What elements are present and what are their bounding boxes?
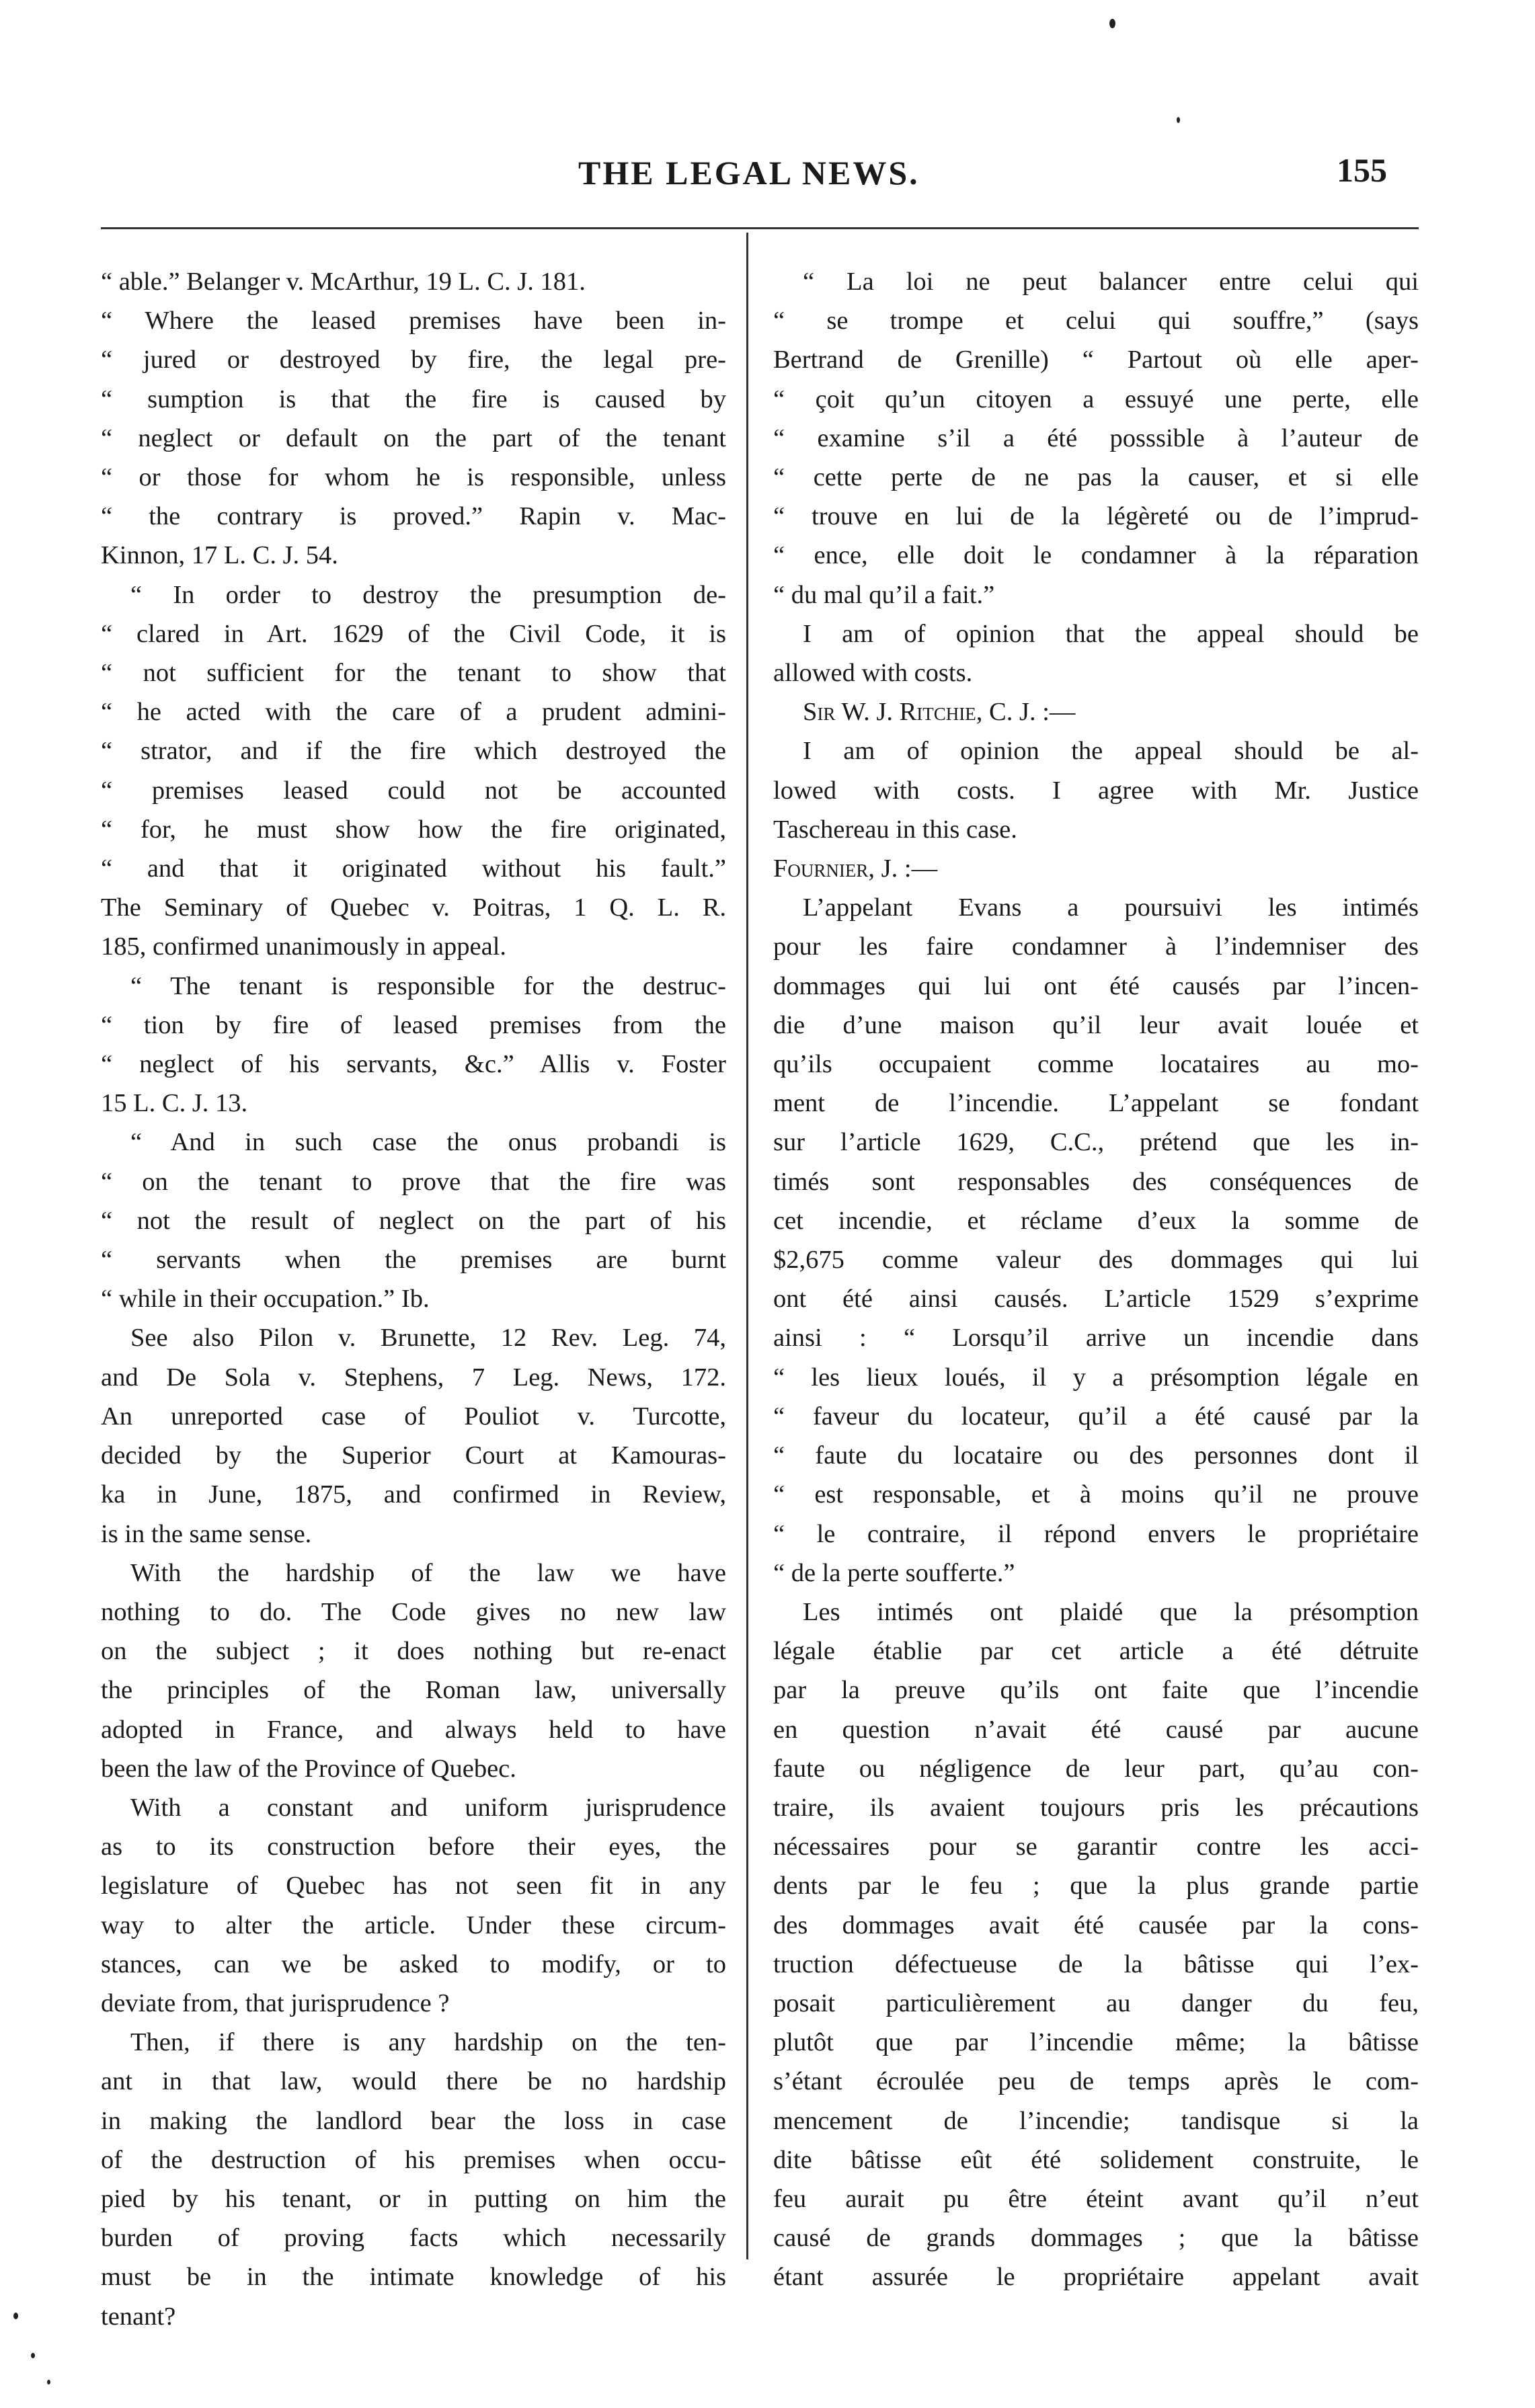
text-line: “ ence, elle doit le condamner à la réparation bbox=[773, 541, 1419, 570]
text-line: $2,675 comme valeur des dommages qui lui bbox=[773, 1246, 1419, 1275]
text-line: die d’une maison qu’il leur avait louée et bbox=[773, 1010, 1419, 1039]
text-line: par la preuve qu’ils ont faite que l’incendie bbox=[773, 1676, 1419, 1705]
running-header-title: THE LEGAL NEWS. bbox=[578, 154, 920, 192]
text-line: way to alter the article. Under these circum- bbox=[101, 1911, 726, 1939]
text-line: légale établie par cet article a été détruite bbox=[773, 1637, 1419, 1666]
left-column bbox=[101, 262, 726, 2336]
text-line: ainsi : “ Lorsqu’il arrive un incendie dans bbox=[773, 1324, 1419, 1353]
text-line: mencement de l’incendie; tandisque si la bbox=[773, 2106, 1419, 2135]
text-line: dents par le feu ; que la plus grande partie bbox=[773, 1872, 1419, 1900]
text-line: posait particulièrement au danger du feu, bbox=[773, 1989, 1419, 2017]
text-line: of the destruction of his premises when occu- bbox=[101, 2145, 726, 2174]
text-line: “ strator, and if the fire which destroyed the bbox=[101, 737, 726, 766]
text-line: “ examine s’il a été posssible à l’auteur de bbox=[773, 424, 1419, 452]
text-line: decided by the Superior Court at Kamouras- bbox=[101, 1441, 726, 1470]
text-line: “ sumption is that the fire is caused by bbox=[101, 385, 726, 413]
text-line: Sir W. J. Ritchie, C. J. :— bbox=[803, 698, 1076, 727]
text-line: s’étant écroulée peu de temps après le com- bbox=[773, 2067, 1419, 2096]
text-line: burden of proving facts which necessarily bbox=[101, 2224, 726, 2253]
text-line: qu’ils occupaient comme locataires au mo- bbox=[773, 1050, 1419, 1079]
text-line: “ not sufficient for the tenant to show that bbox=[101, 659, 726, 688]
text-line: “ le contraire, il répond envers le propriétaire bbox=[773, 1519, 1419, 1548]
text-line: 15 L. C. J. 13. bbox=[101, 1089, 248, 1118]
text-line: “ he acted with the care of a prudent admini- bbox=[101, 698, 726, 727]
text-line: tenant? bbox=[101, 2302, 176, 2331]
text-line: stances, can we be asked to modify, or to bbox=[101, 1950, 726, 1978]
text-line: Les intimés ont plaidé que la présomption bbox=[803, 1597, 1419, 1626]
print-speck bbox=[31, 2353, 35, 2358]
text-line: pour les faire condamner à l’indemniser des bbox=[773, 932, 1419, 961]
print-speck bbox=[1109, 19, 1115, 28]
text-line: “ Where the leased premises have been in- bbox=[101, 307, 726, 335]
text-line: lowed with costs. I agree with Mr. Justice bbox=[773, 776, 1419, 805]
text-line: “ tion by fire of leased premises from the bbox=[101, 1010, 726, 1039]
text-line: the principles of the Roman law, universally bbox=[101, 1676, 726, 1705]
text-line: “ du mal qu’il a fait.” bbox=[773, 580, 995, 609]
header-rule bbox=[101, 227, 1419, 229]
text-line: “ est responsable, et à moins qu’il ne prouve bbox=[773, 1480, 1419, 1509]
column-divider bbox=[746, 233, 748, 2259]
print-speck bbox=[13, 2313, 18, 2319]
text-line: faute ou négligence de leur part, qu’au con- bbox=[773, 1754, 1419, 1783]
text-line: “ while in their occupation.” Ib. bbox=[101, 1285, 430, 1314]
text-line: L’appelant Evans a poursuivi les intimés bbox=[803, 893, 1419, 922]
text-line: nécessaires pour se garantir contre les acci- bbox=[773, 1833, 1419, 1861]
text-line: truction défectueuse de la bâtisse qui l’ex- bbox=[773, 1950, 1419, 1978]
right-column bbox=[773, 262, 1419, 2297]
text-line: ment de l’incendie. L’appelant se fondant bbox=[773, 1089, 1419, 1118]
text-line: “ servants when the premises are burnt bbox=[101, 1246, 726, 1275]
text-line: nothing to do. The Code gives no new law bbox=[101, 1597, 726, 1626]
text-line: With a constant and uniform jurisprudence bbox=[130, 1793, 726, 1822]
text-line: 185, confirmed unanimously in appeal. bbox=[101, 932, 507, 961]
page-number: 155 bbox=[1337, 151, 1387, 189]
text-line: “ In order to destroy the presumption de- bbox=[130, 580, 726, 609]
text-line: Bertrand de Grenille) “ Partout où elle aper- bbox=[773, 346, 1419, 374]
text-line: been the law of the Province of Quebec. bbox=[101, 1754, 516, 1783]
print-speck bbox=[47, 2380, 50, 2384]
text-line: and De Sola v. Stephens, 7 Leg. News, 172. bbox=[101, 1363, 726, 1392]
text-line: “ faveur du locateur, qu’il a été causé par la bbox=[773, 1402, 1419, 1431]
text-line: “ on the tenant to prove that the fire was bbox=[101, 1167, 726, 1196]
text-line: allowed with costs. bbox=[773, 659, 973, 688]
text-line: Taschereau in this case. bbox=[773, 815, 1017, 844]
text-line: I am of opinion the appeal should be al- bbox=[803, 737, 1419, 766]
text-line: “ les lieux loués, il y a présomption légale en bbox=[773, 1363, 1419, 1392]
text-line: Fournier, J. :— bbox=[773, 854, 938, 883]
text-line: “ not the result of neglect on the part of his bbox=[101, 1206, 726, 1235]
text-line: See also Pilon v. Brunette, 12 Rev. Leg. 74, bbox=[130, 1324, 726, 1353]
text-line: feu aurait pu être éteint avant qu’il n’eut bbox=[773, 2184, 1419, 2213]
text-line: des dommages avait été causée par la cons- bbox=[773, 1911, 1419, 1939]
text-line: “ jured or destroyed by fire, the legal pre- bbox=[101, 346, 726, 374]
text-line: An unreported case of Pouliot v. Turcotte, bbox=[101, 1402, 726, 1431]
text-line: “ able.” Belanger v. McArthur, 19 L. C. J. 181. bbox=[101, 268, 586, 296]
text-line: “ se trompe et celui qui souffre,” (says bbox=[773, 307, 1419, 335]
text-line: as to its construction before their eyes, the bbox=[101, 1833, 726, 1861]
text-line: ont été ainsi causés. L’article 1529 s’exprime bbox=[773, 1285, 1419, 1314]
text-line: Kinnon, 17 L. C. J. 54. bbox=[101, 541, 338, 570]
text-line: With the hardship of the law we have bbox=[130, 1558, 726, 1587]
text-line: “ for, he must show how the fire originated, bbox=[101, 815, 726, 844]
text-line: traire, ils avaient toujours pris les précautions bbox=[773, 1793, 1419, 1822]
text-line: “ or those for whom he is responsible, unless bbox=[101, 463, 726, 492]
text-line: adopted in France, and always held to have bbox=[101, 1715, 726, 1744]
text-line: “ La loi ne peut balancer entre celui qui bbox=[803, 268, 1419, 296]
text-line: ant in that law, would there be no hardship bbox=[101, 2067, 726, 2096]
text-line: dite bâtisse eût été solidement construite, le bbox=[773, 2145, 1419, 2174]
text-line: “ neglect or default on the part of the tenant bbox=[101, 424, 726, 452]
text-line: étant assurée le propriétaire appelant avait bbox=[773, 2263, 1419, 2292]
text-line: pied by his tenant, or in putting on him the bbox=[101, 2184, 726, 2213]
text-line: in making the landlord bear the loss in case bbox=[101, 2106, 726, 2135]
text-line: “ premises leased could not be accounted bbox=[101, 776, 726, 805]
text-line: “ and that it originated without his fault.” bbox=[101, 854, 726, 883]
text-line: sur l’article 1629, C.C., prétend que les in- bbox=[773, 1128, 1419, 1157]
text-line: timés sont responsables des conséquences de bbox=[773, 1167, 1419, 1196]
text-line: legislature of Quebec has not seen fit in any bbox=[101, 1872, 726, 1900]
text-line: “ neglect of his servants, &c.” Allis v. Foster bbox=[101, 1050, 726, 1079]
text-line: Then, if there is any hardship on the ten- bbox=[130, 2028, 726, 2057]
text-line: “ clared in Art. 1629 of the Civil Code, it is bbox=[101, 619, 726, 648]
text-line: causé de grands dommages ; que la bâtisse bbox=[773, 2224, 1419, 2253]
text-line: en question n’avait été causé par aucune bbox=[773, 1715, 1419, 1744]
text-line: plutôt que par l’incendie même; la bâtisse bbox=[773, 2028, 1419, 2057]
text-line: “ çoit qu’un citoyen a essuyé une perte, elle bbox=[773, 385, 1419, 413]
text-line: “ cette perte de ne pas la causer, et si elle bbox=[773, 463, 1419, 492]
text-line: “ And in such case the onus probandi is bbox=[130, 1128, 726, 1157]
text-line: “ trouve en lui de la légèreté ou de l’imprud- bbox=[773, 502, 1419, 531]
print-speck bbox=[1177, 117, 1180, 123]
text-line: must be in the intimate knowledge of his bbox=[101, 2263, 726, 2292]
text-line: cet incendie, et réclame d’eux la somme de bbox=[773, 1206, 1419, 1235]
text-line: ka in June, 1875, and confirmed in Review, bbox=[101, 1480, 726, 1509]
text-line: “ de la perte soufferte.” bbox=[773, 1558, 1015, 1587]
text-line: “ the contrary is proved.” Rapin v. Mac- bbox=[101, 502, 726, 531]
text-line: “ The tenant is responsible for the destruc- bbox=[130, 971, 726, 1000]
text-line: deviate from, that jurisprudence ? bbox=[101, 1989, 450, 2017]
text-line: on the subject ; it does nothing but re-enact bbox=[101, 1637, 726, 1666]
text-line: The Seminary of Quebec v. Poitras, 1 Q. L. R. bbox=[101, 893, 726, 922]
text-line: I am of opinion that the appeal should be bbox=[803, 619, 1419, 648]
text-line: dommages qui lui ont été causés par l’incen- bbox=[773, 971, 1419, 1000]
text-line: is in the same sense. bbox=[101, 1519, 312, 1548]
text-line: “ faute du locataire ou des personnes dont il bbox=[773, 1441, 1419, 1470]
